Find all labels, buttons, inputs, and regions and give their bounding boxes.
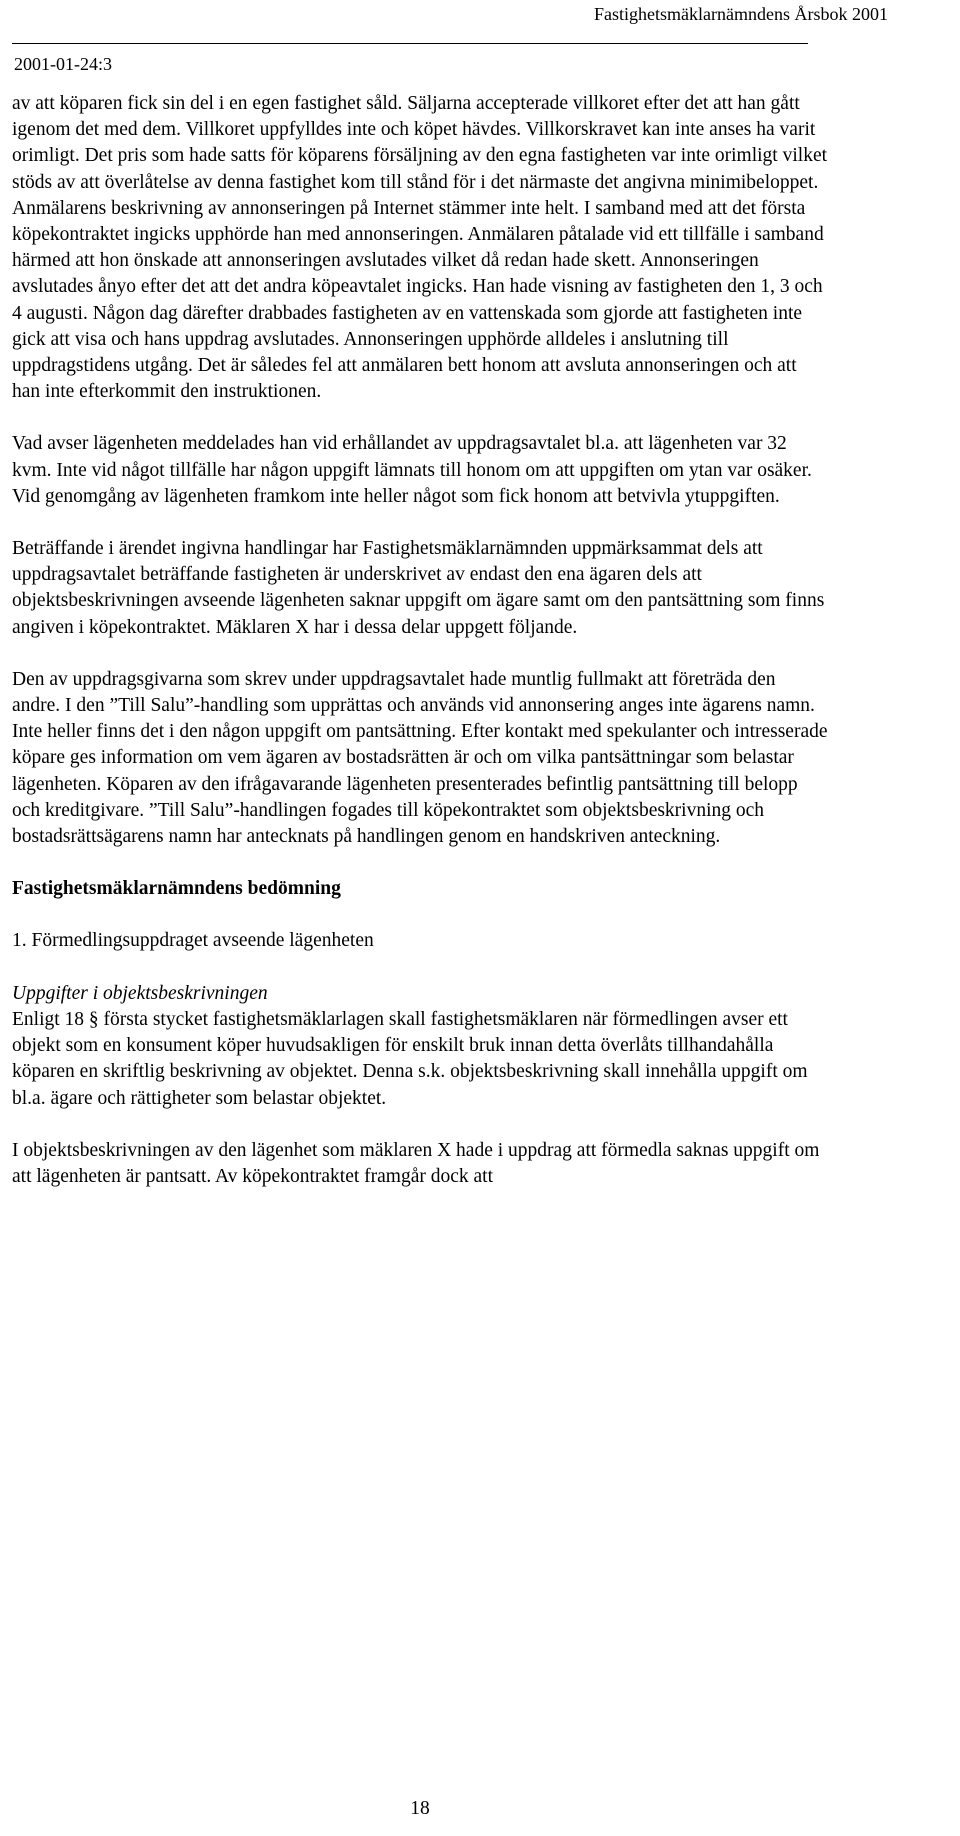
paragraph-3: Beträffande i ärendet ingivna handlingar har Fastighetsmäklarnämnden uppmärksammat dels att uppdragsavtalet beträffande fastigheten är underskrivet av endast den ena ägaren dels att objektsbeskrivningen avseende lägenheten saknar uppgift om ägare samt om den pantsättning som finns angiven i köpekontraktet. Mäklaren X har i dessa delar uppgett följande.	[12, 538, 825, 638]
paragraph-5: Enligt 18 § första stycket fastighetsmäklarlagen skall fastighetsmäklaren när förmedlingen avser ett objekt som en konsument köper huvudsakligen för enskilt bruk innan detta överlåts tillhandahålla köparen en skriftlig beskrivning av objektet. Denna s.k. objektsbeskrivning skall innehålla uppgift om bl.a. ägare och rättigheter som belastar objektet.	[12, 1008, 808, 1109]
document-body	[12, 91, 828, 1190]
section-title: 1. Förmedlingsuppdraget avseende lägenheten	[12, 930, 374, 952]
paragraph-2: Vad avser lägenheten meddelades han vid erhållandet av uppdragsavtalet bl.a. att lägenheten var 32 kvm. Inte vid något tillfälle har någon uppgift lämnats till honom om att uppgiften om ytan var osäker. Vid genomgång av lägenheten framkom inte heller något som fick honom att betvivla ytuppgiften.	[12, 433, 812, 507]
section-heading: Fastighetsmäklarnämndens bedömning	[12, 878, 341, 900]
header-divider	[12, 43, 808, 44]
running-header-title: Fastighetsmäklarnämndens Årsbok 2001	[594, 4, 888, 24]
paragraph-1: av att köparen fick sin del i en egen fastighet såld. Säljarna accepterade villkoret efter det att han gått igenom det med dem. Villkoret uppfylldes inte och köpet hävdes. Villkorskravet kan inte anses ha varit orimligt. Det pris som hade satts för köparens försäljning av den egna fastigheten var inte orimligt vilket stöds av att överlåtelse av denna fastighet kom till stånd för i det närmaste det angivna minimibeloppet. Anmälarens beskrivning av annonseringen på Internet stämmer inte helt. I samband med att det första köpekontraktet ingicks upphörde han med annonseringen. Anmälaren påtalade vid ett tillfälle i samband härmed att hon önskade att annonseringen avslutades vilket då redan hade skett. Annonseringen avslutades ånyo efter det att det andra köpeavtalet ingicks. Han hade visning av fastigheten den 1, 3 och 4 augusti. Någon dag därefter drabbades fastigheten av en vattenskada som gjorde att fastigheten inte gick att visa och hans uppdrag avslutades. Annonseringen upphörde alldeles i anslutning till uppdragstidens utgång. Det är således fel att anmälaren bett honom att avsluta annonseringen och att han inte efterkommit den instruktionen.	[12, 93, 828, 403]
paragraph-4: Den av uppdragsgivarna som skrev under uppdragsavtalet hade muntlig fullmakt att företräda den andre. I den ”Till Salu”-handling som upprättas och används vid annonsering anges inte ägarens namn. Inte heller finns det i den någon uppgift om pantsättning. Efter kontakt med spekulanter och intresserade köpare ges information om vem ägaren av bostadsrätten är och om vilka pantsättningar som belastar lägenheten. Köparen av den ifrågavarande lägenheten presenterades befintlig pantsättning till belopp och kreditgivare. ”Till Salu”-handlingen fogades till köpekontraktet som objektsbeskrivning och bostadsrättsägarens namn har antecknats på handlingen genom en handskriven anteckning.	[12, 668, 828, 848]
case-reference: 2001-01-24:3	[14, 54, 112, 74]
subsection-heading: Uppgifter i objektsbeskrivningen	[12, 982, 268, 1004]
page-number: 18	[410, 1798, 430, 1819]
paragraph-6: I objektsbeskrivningen av den lägenhet som mäklaren X hade i uppdrag att förmedla saknas uppgift om att lägenheten är pantsatt. Av köpekontraktet framgår dock att	[12, 1139, 820, 1187]
